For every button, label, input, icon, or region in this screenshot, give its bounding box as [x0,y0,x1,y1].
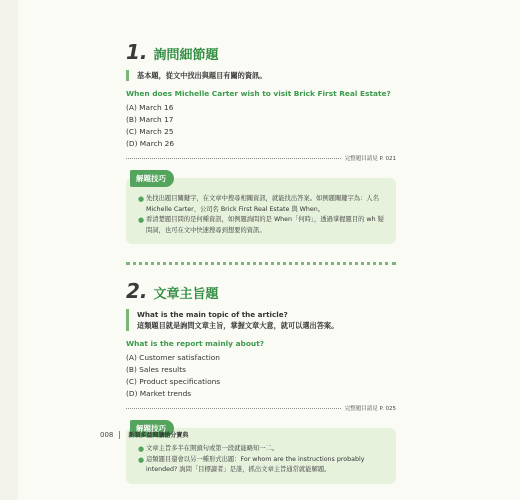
example-question: What is the report mainly about? [126,339,265,348]
dotted-leader [126,158,341,159]
page-footer [100,430,188,439]
tip-item [138,444,384,455]
example-question: When does Michelle Carter wish to visit Brick First Real Estate? [126,89,391,98]
answer-options [126,352,396,400]
book-title: 新制多益閱讀搶分寶典 [128,432,189,439]
intro-line: What is the main topic of the article? [137,310,288,319]
tip-text: 先找出題目關鍵字，在文章中搜尋相關資訊，就能找出答案。如例題關鍵字為：人名 Michelle Carter、公司名 Brick First Real Estate 與 When。 [146,195,379,213]
option-b: (B) Sales results [126,365,186,374]
section-main-idea-question [126,279,396,484]
section-name: 詢問細節題 [153,48,219,63]
section-divider [126,262,396,265]
section-title [126,40,396,64]
tips-box [126,174,396,244]
tip-text: 這類題目還會以另一種形式出題：For whom are the instructions probably intended? 詢問「目標讀者」是誰，抓出文章主旨通常就能解題。 [146,455,365,473]
tip-item [138,194,384,215]
option-d: (D) Market trends [126,389,192,398]
option-a: (A) March 16 [126,103,174,112]
bullet-dot-icon: ● [138,445,145,453]
section-number: 1. [126,40,148,64]
dotted-leader [126,408,341,409]
page-reference: 完整題目請見 P. 025 [344,406,396,412]
page-content [126,40,396,484]
option-a: (A) Customer satisfaction [126,353,220,362]
tip-item [138,455,384,476]
section-name: 文章主旨題 [153,287,219,302]
reference-line [126,154,396,162]
section-intro [126,70,396,81]
option-c: (C) March 25 [126,127,174,136]
page-reference: 完整題目請見 P. 021 [344,156,396,162]
tip-item [138,215,384,236]
tip-text: 看清楚題目問的是何種資訊，如例題詢問的是 When「何時」，透過掌握題目的 wh 疑問詞，也可在文中快速搜尋到想要的資訊。 [146,216,384,234]
bullet-dot-icon: ● [138,216,145,224]
bullet-dot-icon: ● [138,455,145,464]
option-d: (D) March 26 [126,139,175,148]
tip-text: 文章主旨多半在開頭句或第一段就能略知一二。 [146,445,279,452]
intro-line: 這類題目就是詢問文章主旨，掌握文章大意，就可以選出答案。 [137,321,339,330]
reference-line [126,404,396,412]
section-title [126,279,396,303]
option-c: (C) Product specifications [126,377,221,386]
bullet-dot-icon: ● [138,195,145,203]
answer-options [126,102,396,150]
page-number: 008 [100,431,120,439]
tips-label: 解題技巧 [130,420,174,437]
page-edge-strip [0,0,18,500]
intro-line: 基本題，從文中找出與題目有關的資訊。 [137,71,267,80]
section-detail-question [126,40,396,244]
section-number: 2. [126,279,148,303]
section-intro [126,309,396,331]
option-b: (B) March 17 [126,115,174,124]
tips-label: 解題技巧 [130,170,174,187]
